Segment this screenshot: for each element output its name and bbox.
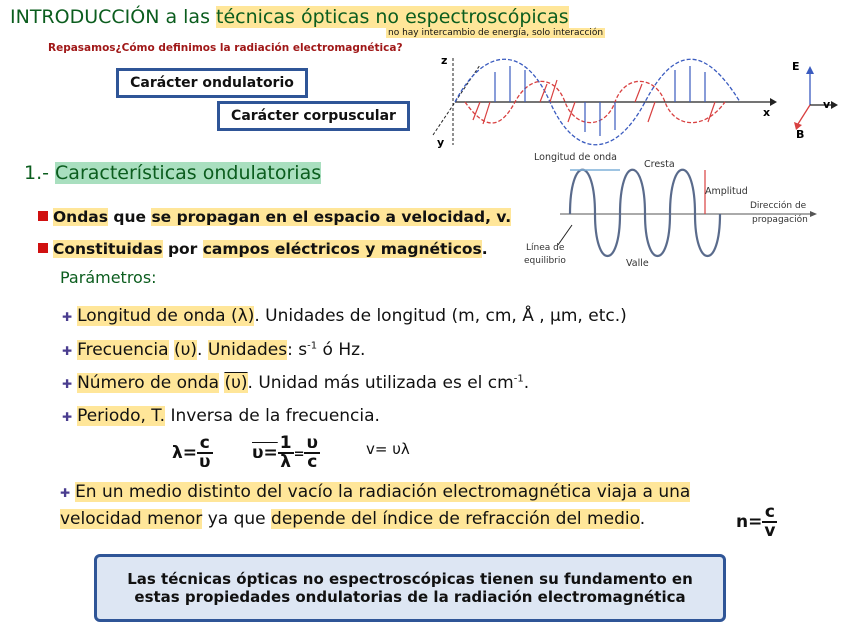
- formula-wavelength: [172, 435, 213, 471]
- valley-label: Valle: [626, 258, 649, 269]
- bullet-1-b: que: [108, 208, 152, 226]
- square-bullet-icon: [38, 243, 48, 253]
- param-2-dot: .: [197, 340, 208, 360]
- equilibrium-label-2: equilibrio: [524, 256, 566, 266]
- param-1-hl: Longitud de onda (λ): [77, 306, 255, 326]
- x-label: x: [763, 106, 771, 119]
- crest-label: Cresta: [644, 159, 675, 170]
- box-corpuscular: [217, 101, 410, 131]
- param-2-sym: (υ): [173, 340, 198, 360]
- direction-label-1: Dirección de: [750, 201, 807, 211]
- param-3-sym: (υ): [224, 373, 248, 393]
- bullet-fields: [38, 240, 488, 258]
- formula-2-den: λ: [280, 452, 292, 472]
- formula-2-eq: =: [293, 447, 305, 462]
- equilibrium-pointer: [558, 225, 572, 245]
- wavelength-label: Longitud de onda: [534, 152, 618, 163]
- electric-vectors: [495, 66, 705, 136]
- direction-label-2: propagación: [752, 215, 808, 225]
- param-wavenumber: [62, 373, 529, 393]
- medium-line-1: [60, 482, 690, 502]
- title-part1: INTRODUCCIÓN a las: [10, 6, 217, 28]
- equilibrium-label-1: Línea de: [526, 243, 565, 253]
- y-label: y: [437, 136, 445, 149]
- formula-1-num: c: [197, 435, 212, 454]
- section-title: Características ondulatorias: [55, 162, 322, 184]
- arrow-bullet-icon: ✚: [62, 377, 73, 391]
- arrow-bullet-icon: ✚: [62, 310, 73, 324]
- formula-2-den2: c: [307, 452, 318, 472]
- z-label: z: [441, 54, 448, 67]
- b-vector: [798, 105, 810, 124]
- wave-parameters-diagram: [520, 150, 840, 270]
- param-2-rest: : s: [287, 340, 308, 360]
- box-corpuscular-label: Carácter corpuscular: [231, 108, 396, 124]
- parameters-label: Parámetros:: [60, 268, 157, 287]
- section-heading: [24, 162, 321, 184]
- review-question: Repasamos¿Cómo definimos la radiación electromagnética?: [48, 42, 403, 54]
- bullet-waves: [38, 208, 511, 226]
- formula-velocity: v= υλ: [366, 440, 410, 458]
- medium-line-2: [60, 509, 645, 529]
- param-1-rest: . Unidades de longitud (m, cm, Å , μm, etc.): [254, 306, 627, 326]
- formula-1-lhs: λ=: [172, 443, 198, 463]
- section-number: 1.-: [24, 162, 56, 184]
- square-bullet-icon: [38, 211, 48, 221]
- box-ondulatorio: [116, 68, 308, 98]
- bullet-2-d: .: [481, 240, 488, 258]
- arrow-bullet-icon: ✚: [60, 486, 71, 500]
- formula-2-fraction: [278, 435, 294, 471]
- param-period: [62, 406, 380, 426]
- page-title: [10, 6, 569, 28]
- formula-2-num: 1: [279, 433, 292, 453]
- bullet-2-a: Constituidas: [53, 240, 163, 258]
- arrow-bullet-icon: ✚: [62, 410, 73, 424]
- refraction-den: v: [764, 521, 776, 541]
- formula-1-den: υ: [199, 452, 211, 472]
- bullet-1-a: Ondas: [53, 208, 108, 226]
- formula-refraction: [736, 504, 777, 540]
- formula-wavenumber: [252, 435, 320, 471]
- refraction-fraction: [762, 504, 777, 540]
- param-2-rest2: ó Hz.: [317, 340, 366, 360]
- param-3-sup: -1: [513, 373, 524, 385]
- param-frequency: [62, 340, 365, 360]
- conclusion-line-1: Las técnicas ópticas no espectroscópicas tienen su fundamento en: [127, 570, 693, 588]
- param-3-rest2: .: [523, 373, 530, 393]
- param-2-hl2: Unidades: [207, 340, 288, 360]
- conclusion-box: [94, 554, 726, 622]
- param-2-hl: Frecuencia: [77, 340, 169, 360]
- v-label: v: [823, 98, 831, 111]
- param-4-hl: Periodo, T.: [77, 406, 166, 426]
- formula-2-fraction-2: [304, 435, 319, 471]
- refraction-num: c: [762, 504, 777, 523]
- medium-hl2: velocidad menor: [60, 509, 203, 529]
- bullet-1-c: se propagan en el espacio a velocidad, v.: [151, 208, 512, 226]
- subnote: no hay intercambio de energía, solo interacción: [388, 28, 604, 38]
- formula-2-lhs: υ=: [252, 443, 278, 463]
- param-4-rest: Inversa de la frecuencia.: [165, 406, 380, 426]
- param-2-sup: -1: [307, 340, 318, 352]
- param-3-rest: . Unidad más utilizada es el cm: [247, 373, 514, 393]
- medium-mid: ya que: [202, 509, 272, 529]
- medium-end: .: [639, 509, 646, 529]
- refraction-lhs: n=: [736, 512, 763, 532]
- param-3-hl: Número de onda: [77, 373, 220, 393]
- bullet-2-c: campos eléctricos y magnéticos: [202, 240, 482, 258]
- e-label: E: [792, 60, 800, 73]
- sine-wave: [570, 170, 720, 256]
- box-ondulatorio-label: Carácter ondulatorio: [130, 75, 294, 91]
- conclusion-line-2: estas propiedades ondulatorias de la radiación electromagnética: [134, 588, 686, 606]
- x-axis-arrow: [770, 98, 777, 106]
- arrow-bullet-icon: ✚: [62, 344, 73, 358]
- b-label: B: [796, 128, 805, 141]
- bullet-2-b: por: [162, 240, 203, 258]
- em-wave-diagram: [425, 50, 845, 150]
- param-wavelength: [62, 306, 627, 326]
- medium-hl3: depende del índice de refracción del medio: [271, 509, 640, 529]
- formula-1-fraction: [197, 435, 212, 471]
- title-part2: técnicas ópticas no espectroscópicas: [216, 6, 569, 28]
- medium-hl1: En un medio distinto del vacío la radiación electromagnética viaja a una: [75, 482, 691, 502]
- formula-2-num2: υ: [306, 433, 318, 453]
- amplitude-label: Amplitud: [705, 186, 748, 197]
